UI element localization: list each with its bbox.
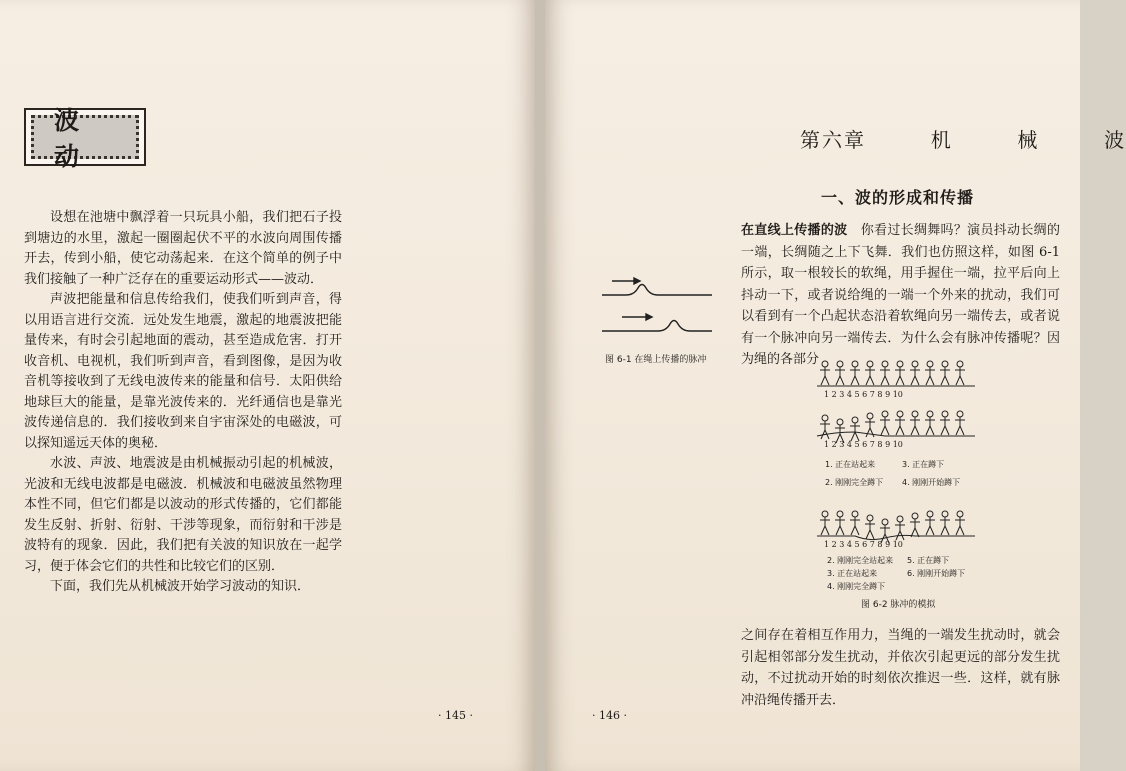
chapter-title-box <box>24 106 146 171</box>
arrow-head <box>646 314 652 320</box>
section-heading: 一、波的形成和传播 <box>821 188 975 207</box>
right-paragraph-2: 之间存在着相互作用力，当绳的一端发生扰动时，就会引起相邻部分发生扰动，并依次引起更远的部分发生扰动，不过扰动开始的时刻依次推迟一些．这样，就有脉冲沿绳传播开去． <box>741 628 1060 708</box>
position-numbers-row-2: 1 2 3 4 5 6 7 8 9 10 <box>824 440 903 449</box>
rope-pulse-2 <box>602 321 712 332</box>
left-paragraph-4: 下面，我们先从机械波开始学习波动的知识． <box>50 579 311 594</box>
page-number-left: · 145 · <box>438 709 473 722</box>
left-body-text <box>24 208 342 598</box>
legend-a-2: 3. 正在蹲下 <box>902 460 945 469</box>
figure-6-2-pulse-simulation <box>815 358 980 600</box>
left-paragraph-2: 声波把能量和信息传给我们，使我们听到声音，得以用语言进行交流．远处发生地震，激起的地震波把能量传来，有时会引起地面的震动，甚至造成危害．打开收音机、电视机，我们听到声音，看到图像，是因为收音机等接收到了无线电波传来的能量和信号．太阳供给地球巨大的能量，是靠光波传来的．光纤通信也是靠光波传递信息的．我们接收到来自宇宙深处的电磁波，可以探知遥远天体的奥秘． <box>24 292 342 451</box>
legend-a-1: 1. 正在站起来 <box>825 460 876 469</box>
right-paragraph-1 <box>741 220 1060 371</box>
left-paragraph-3: 水波、声波、地震波是由机械振动引起的机械波，光波和无线电波都是电磁波．机械波和电磁波虽然物理本性不同，但它们都是以波动的形式传播的，它们都能发生反射、折射、衍射、干涉等现象，而衍射和干涉是波特有的现象．因此，我们把有关波的知识放在一起学习，便于体会它们的共性和比较它们的区别． <box>24 456 342 574</box>
position-numbers-row-3: 1 2 3 4 5 6 7 8 9 10 <box>824 540 903 549</box>
legend-b-1: 2. 刚刚完全站起来 <box>827 556 894 565</box>
legend-a-3: 2. 刚刚完全蹲下 <box>825 478 884 487</box>
run-in-heading: 在直线上传播的波 <box>741 223 848 238</box>
book-gutter <box>535 0 545 771</box>
rope-pulse-1 <box>602 285 712 296</box>
figure-6-1-caption: 图 6-1 在绳上传播的脉冲 <box>605 355 707 365</box>
people-row-3 <box>817 511 975 543</box>
position-numbers-row-1: 1 2 3 4 5 6 7 8 9 10 <box>824 390 903 399</box>
legend-a-4: 4. 刚刚开始蹲下 <box>902 478 961 487</box>
figure-6-1-rope-pulse <box>600 275 715 345</box>
legend-b-5: 4. 刚刚完全蹲下 <box>827 582 886 591</box>
left-page <box>0 0 535 771</box>
arrow-head <box>634 278 640 284</box>
page-number-right: · 146 · <box>592 709 627 722</box>
people-row-1 <box>817 361 975 386</box>
chapter-title: 波动 <box>54 106 102 171</box>
legend-b-3: 3. 正在站起来 <box>827 569 878 578</box>
chapter-heading: 第六章 机 械 波 <box>800 128 1126 152</box>
people-row-2 <box>817 411 975 443</box>
figure-6-2-caption: 图 6-2 脉冲的模拟 <box>861 600 936 610</box>
legend-b-2: 5. 正在蹲下 <box>907 556 950 565</box>
left-paragraph-1: 设想在池塘中飘浮着一只玩具小船，我们把石子投到塘边的水里，激起一圈圈起伏不平的水波向周围传播开去，传到小船，使它动荡起来．在这个简单的例子中我们接触了一种广泛存在的重要运动形式——波动． <box>24 210 342 287</box>
right-paragraph-1-text: 你看过长绸舞吗？演员抖动长绸的一端，长绸随之上下飞舞．我们也仿照这样，如图 6-1 所示，取一根较长的软绳，用手握住一端，拉平后向上抖动一下，或者说给绳的一端一个外来的扰动，我们可以看到有一个凸起状态沿着软绳向另一端传去，或者说有一个脉冲向另一端传去．为什么会有脉冲传播呢？因为绳的各部分 <box>741 223 1060 367</box>
legend-b-4: 6. 刚刚开始蹲下 <box>907 569 966 578</box>
